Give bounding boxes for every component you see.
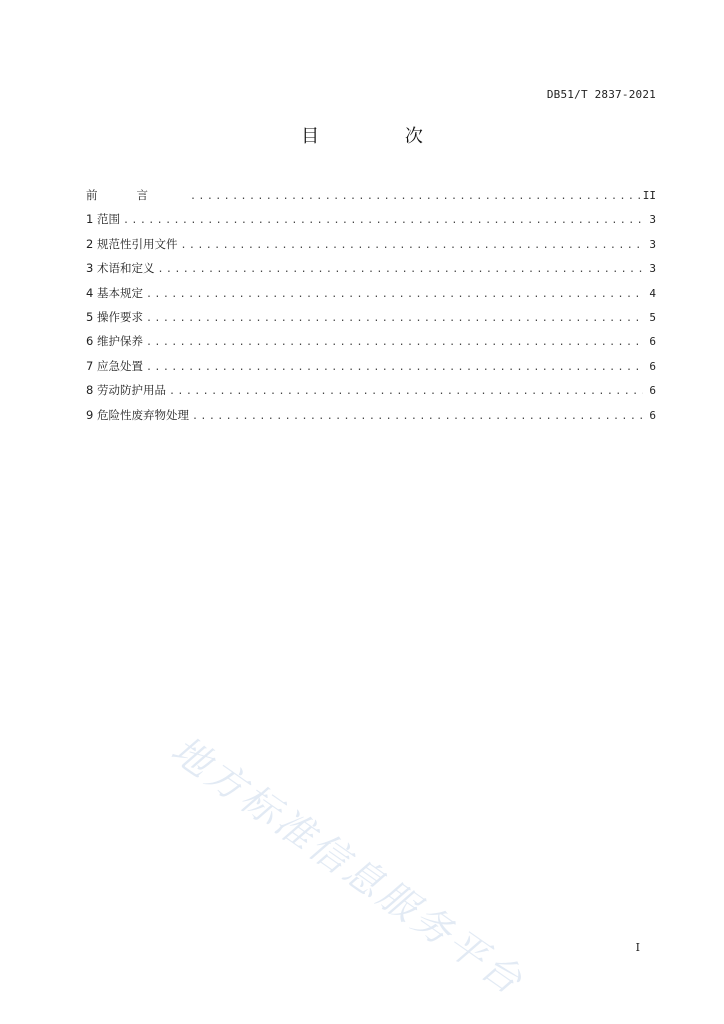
toc-leader-dots <box>157 260 643 280</box>
toc-leader-dots <box>146 285 643 305</box>
toc-leader-dots <box>190 187 640 207</box>
toc-entry-page: 3 <box>649 262 656 276</box>
toc-entry-label: 前言 <box>86 188 187 202</box>
toc-entry-label: 2 规范性引用文件 <box>86 236 178 251</box>
page-title: 目 次 <box>301 126 463 147</box>
toc-leader-dots <box>146 333 643 353</box>
toc-entry-operation-requirements[interactable] <box>86 307 656 331</box>
toc-entry-scope[interactable] <box>86 209 656 233</box>
toc-leader-dots <box>180 236 643 256</box>
toc-leader-dots <box>123 211 643 231</box>
toc-entry-page: 5 <box>649 310 656 324</box>
toc-entry-maintenance[interactable] <box>86 331 656 355</box>
toc-entry-page: 6 <box>649 408 656 422</box>
toc-entry-terms-definitions[interactable] <box>86 258 656 282</box>
table-of-contents <box>86 185 656 429</box>
toc-entry-label: 5 操作要求 <box>86 309 143 324</box>
toc-entry-page: 4 <box>649 286 656 300</box>
toc-entry-protective-equipment[interactable] <box>86 380 656 404</box>
toc-entry-label: 4 基本规定 <box>86 285 143 300</box>
toc-entry-emergency-response[interactable] <box>86 356 656 380</box>
toc-entry-page: 3 <box>649 213 656 227</box>
toc-entry-page: 6 <box>649 359 656 373</box>
page-number: I <box>635 941 640 954</box>
toc-entry-label: 7 应急处置 <box>86 358 143 373</box>
toc-entry-label: 6 维护保养 <box>86 334 143 349</box>
toc-leader-dots <box>146 309 643 329</box>
toc-entry-normative-references[interactable] <box>86 234 656 258</box>
toc-leader-dots <box>146 358 643 378</box>
toc-entry-label: 1 范围 <box>86 212 120 227</box>
toc-entry-label: 9 危险性废弃物处理 <box>86 407 189 422</box>
toc-entry-basic-provisions[interactable] <box>86 283 656 307</box>
toc-entry-label: 8 劳动防护用品 <box>86 383 166 398</box>
toc-entry-page: II <box>642 189 656 202</box>
toc-leader-dots <box>192 407 643 427</box>
watermark: 地方标准信息服务平台 <box>163 727 533 1005</box>
toc-entry-hazardous-waste[interactable] <box>86 405 656 429</box>
toc-entry-page: 6 <box>649 384 656 398</box>
toc-leader-dots <box>169 382 643 402</box>
toc-entry-page: 6 <box>649 335 656 349</box>
document-code: DB51/T 2837-2021 <box>546 88 656 101</box>
toc-entry-page: 3 <box>649 237 656 251</box>
toc-entry-label: 3 术语和定义 <box>86 261 155 276</box>
toc-entry-preface[interactable] <box>86 185 656 209</box>
